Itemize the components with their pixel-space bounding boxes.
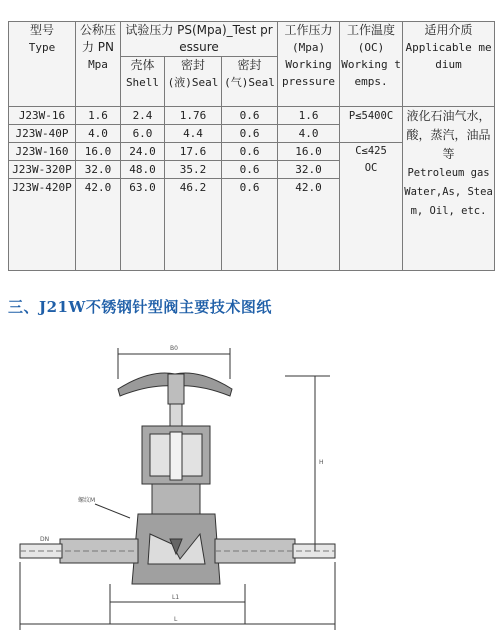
cell-work: 32.0 [278,161,340,179]
left-connection [60,539,138,563]
cell-pn: 42.0 [76,179,121,271]
cell-work: 1.6 [278,107,340,125]
header-temp-en: Working temps. [341,58,401,88]
cell-work: 16.0 [278,143,340,161]
cell-medium [403,107,495,271]
cell-model: J23W-40P [9,125,76,143]
header-seal-liquid [165,57,222,107]
header-temp-zh: 工作温度 [347,23,396,37]
label-l: L [174,616,178,623]
cell-temp-1-text: P≤5400C [348,110,394,122]
cell-shell: 24.0 [121,143,165,161]
cell-shell: 6.0 [121,125,165,143]
header-medium-en: Applicable medium [405,41,492,71]
header-work-en: Working pressure [282,58,336,88]
cell-medium-en: Petroleum gas Water,As, Steam, Oil, etc. [404,167,493,217]
header-working-temp [340,22,403,107]
cell-seal-liquid: 17.6 [165,143,222,161]
cell-temp-2-text: C≤425 [355,145,387,157]
section-title: 三、J21W不锈钢针型阀主要技术图纸 [8,298,272,316]
cell-seal-liquid: 46.2 [165,179,222,271]
cell-seal-gas: 0.6 [222,107,278,125]
cell-shell: 63.0 [121,179,165,271]
header-test-title: 试验压力 PS(Mpa)_Test pressure [125,23,273,54]
cell-temp-2 [340,143,403,271]
cell-medium-zh: 液化石油气水，酸，蒸汽，油品等 [406,109,491,161]
label-l1: L1 [172,594,180,601]
cell-shell: 48.0 [121,161,165,179]
cell-seal-liquid: 35.2 [165,161,222,179]
header-medium-zh: 适用介质 [424,23,473,37]
cell-seal-gas: 0.6 [222,143,278,161]
cell-temp-1 [340,107,403,143]
header-model [9,22,76,107]
cell-model: J23W-420P [9,179,76,271]
header-shell-zh: 壳体 [130,58,155,72]
label-dn: DN [40,536,50,543]
header-medium [403,22,495,107]
cell-model: J23W-320P [9,161,76,179]
cell-seal-liquid: 4.4 [165,125,222,143]
header-pn [76,22,121,107]
header-model-en: Type [28,41,56,54]
header-shell [121,57,165,107]
cell-seal-liquid: 1.76 [165,107,222,125]
wheel-hub [168,374,184,404]
header-seal-gas [222,57,278,107]
cell-seal-gas: 0.6 [222,179,278,271]
cell-seal-gas: 0.6 [222,161,278,179]
label-b0: B0 [170,345,178,352]
header-pn-unit: Mpa [88,58,108,71]
cell-pn: 32.0 [76,161,121,179]
cell-pn: 1.6 [76,107,121,125]
header-pn-zh: 公称压力 PN [79,23,116,54]
label-thread: 螺纹M [78,497,96,504]
header-shell-en: Shell [125,76,160,89]
cell-model: J23W-16 [9,107,76,125]
header-work-unit: (Mpa) [291,41,326,54]
cell-work: 4.0 [278,125,340,143]
header-test-pressure [121,22,278,57]
cell-work: 42.0 [278,179,340,271]
cell-pn: 4.0 [76,125,121,143]
header-working-pressure [278,22,340,107]
cell-model: J23W-160 [9,143,76,161]
label-h: H [319,459,324,466]
valve-technical-drawing [0,334,503,634]
header-seal-gas-en: (气)Seal [224,76,275,89]
table-row [9,107,495,125]
header-work-zh: 工作压力 [284,23,333,37]
cell-temp-2-unit: OC [364,162,378,174]
header-seal-liquid-zh: 密封 [180,58,205,72]
cell-pn: 16.0 [76,143,121,161]
header-temp-unit: (OC) [357,41,385,54]
cell-shell: 2.4 [121,107,165,125]
header-seal-gas-zh: 密封 [237,58,262,72]
cell-seal-gas: 0.6 [222,125,278,143]
packing-nut [152,484,200,514]
header-seal-liquid-en: (液)Seal [167,76,219,89]
header-model-zh: 型号 [29,23,54,37]
spec-table [8,21,495,271]
